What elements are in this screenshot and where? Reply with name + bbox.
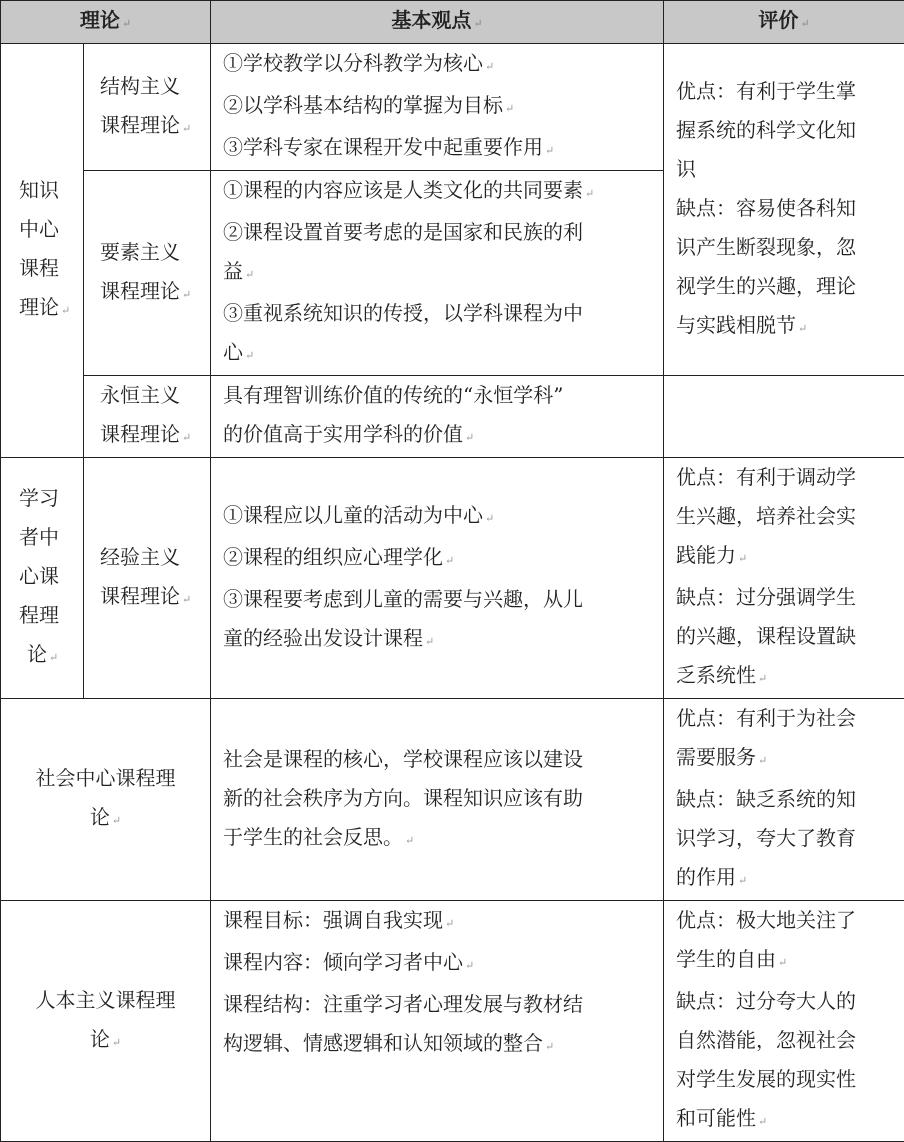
table-row <box>1 901 904 1142</box>
views-experientialism: ①课程应以儿童的活动为中心 ↵ ②课程的组织应心理学化 ↵ ③课程要考虑到儿童的需要与兴趣，从儿 童的经验出发设计课程 ↵ <box>211 458 664 699</box>
sub-name-structuralism: 结构主义 课程理论 ↵ <box>84 44 211 171</box>
table-row <box>1 699 904 901</box>
evaluation-humanism: 优点：极大地关注了 学生的自由 ↵ 缺点：过分夸大人的 自然潜能，忽视社会 对学生发展的现实性 和可能性 ↵ <box>664 901 904 1142</box>
group-name-society: 社会中心课程理 论 ↵ <box>1 699 211 901</box>
evaluation-knowledge: 优点：有利于学生掌 握系统的科学文化知 识 缺点：容易使各科知 识产生断裂现象，忽 视学生的兴趣，理论 与实践相脱节 ↵ <box>664 44 904 376</box>
group-name-knowledge: 知识 中心 课程 理论 ↵ <box>1 44 84 458</box>
sub-name-experientialism: 经验主义 课程理论 ↵ <box>84 458 211 699</box>
header-views: 基本观点 ↵ <box>211 1 664 44</box>
views-perennialism: 具有理智训练价值的传统的“永恒学科” 的价值高于实用学科的价值 ↵ <box>211 376 664 458</box>
views-structuralism: ①学校教学以分科教学为核心 ↵ ②以学科基本结构的掌握为目标 ↵ ③学科专家在课程开发中起重要作用 ↵ <box>211 44 664 171</box>
views-society: 社会是课程的核心，学校课程应该以建设 新的社会秩序为方向。课程知识应该有助 于学生的社会反思。 ↵ <box>211 699 664 901</box>
header-evaluation: 评价 ↵ <box>664 1 904 44</box>
evaluation-learner: 优点：有利于调动学 生兴趣，培养社会实 践能力 ↵ 缺点：过分强调学生 的兴趣，课程设置缺 乏系统性 ↵ <box>664 458 904 699</box>
evaluation-society: 优点：有利于为社会 需要服务 ↵ 缺点：缺乏系统的知 识学习，夸大了教育 的作用 ↵ <box>664 699 904 901</box>
group-name-learner: 学习 者中 心课 程理 论 ↵ <box>1 458 84 699</box>
group-name-humanism: 人本主义课程理 论 ↵ <box>1 901 211 1142</box>
evaluation-knowledge-cont <box>664 376 904 458</box>
table-row <box>1 44 904 171</box>
table-row <box>1 458 904 699</box>
views-humanism: 课程目标：强调自我实现 ↵ 课程内容：倾向学习者中心 ↵ 课程结构：注重学习者心理发展与教材结 构逻辑、情感逻辑和认知领域的整合 ↵ <box>211 901 664 1142</box>
sub-name-perennialism: 永恒主义 课程理论 ↵ <box>84 376 211 458</box>
views-essentialism: ①课程的内容应该是人类文化的共同要素 ↵ ②课程设置首要考虑的是国家和民族的利 益 ↵ ③重视系统知识的传授，以学科课程为中 心 ↵ <box>211 171 664 376</box>
header-theory: 理论 ↵ <box>1 1 211 44</box>
sub-name-essentialism: 要素主义 课程理论 ↵ <box>84 171 211 376</box>
header-row <box>1 1 904 44</box>
table-row <box>1 376 904 458</box>
